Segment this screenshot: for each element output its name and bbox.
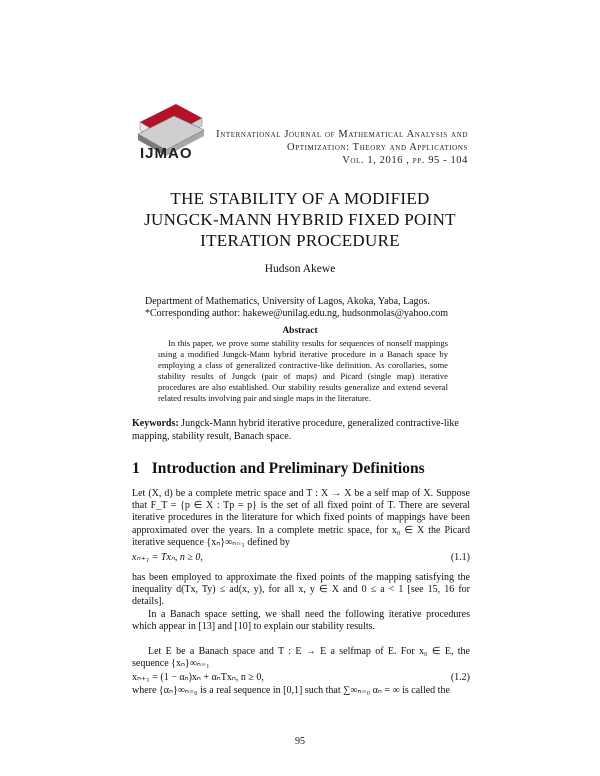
paragraph-2: has been employed to approximate the fixed points of the mapping satisfying the inequality d(Tx, Ty) ≤ ad(x, y), for all x, y ∈ X and 0 ≤ a < 1 [see 15, 16 for details].	[132, 572, 470, 608]
journal-line-1: International Journal of Mathematical Analysis and	[216, 129, 468, 140]
title-line-3: ITERATION PROCEDURE	[200, 231, 400, 250]
journal-logo-text: IJMAO	[140, 145, 193, 162]
keywords-text: Jungck-Mann hybrid iterative procedure, generalized contractive-like mapping, stability result, Banach space.	[132, 418, 459, 442]
affiliation	[145, 296, 485, 320]
paragraph-4: Let E be a Banach space and T : E → E a selfmap of E. For x₀ ∈ E, the sequence {xₙ}∞ₙ₌₁	[132, 646, 470, 670]
paragraph-5: where {αₙ}∞ₙ₌₀ is a real sequence in [0,1] such that ∑∞ₙ₌₀ αₙ = ∞ is called the	[132, 685, 450, 696]
title-line-2: JUNGCK-MANN HYBRID FIXED POINT	[144, 210, 456, 229]
equation-1-2-number: (1.2)	[450, 672, 470, 683]
paragraph-3: In a Banach space setting, we shall need the following iterative procedures which appear in [13] and [10] to explain our stability results.	[132, 609, 470, 633]
corresponding-author: *Corresponding author: hakewe@unilag.edu.ng, hudsonmolas@yahoo.com	[145, 308, 449, 319]
journal-header	[216, 128, 468, 167]
section-heading	[132, 460, 425, 478]
equation-1-1-body: xₙ₊₁ = Txₙ, n ≥ 0,	[132, 552, 203, 563]
affiliation-line-1: Department of Mathematics, University of Lagos, Akoka, Yaba, Lagos.	[145, 296, 430, 307]
paragraph-1: Let (X, d) be a complete metric space and T : X → X be a self map of X. Suppose that F_T = {p ∈ X : Tp = p} is the set of all fixed point of T. There are several iterative procedures in the literature for which fixed points of mappings have been approximated over the years. In a complete metric space, for x₀ ∈ X the Picard iterative sequence {xₙ}∞ₙ₌₁ defined by	[132, 488, 470, 548]
keywords	[132, 418, 470, 443]
section-title: Introduction and Preliminary Definitions	[151, 460, 425, 477]
paper-title	[90, 188, 510, 251]
author-name: Hudson Akewe	[264, 263, 336, 275]
keywords-label: Keywords:	[132, 418, 179, 429]
abstract-body: In this paper, we prove some stability results for sequences of nonself mappings using a modified Jungck-Mann hybrid iterative procedure in a Banach space by employing a class of generalized contractive-like definition. As corollaries, some stability results of Jungck (pair of maps) and Picard (single map) iterative procedures are also established. Our stability results generalize and extend several related results involving pair and single maps in the literature.	[158, 338, 448, 403]
section-number: 1	[132, 460, 140, 477]
journal-line-3: Vol. 1, 2016 , pp. 95 - 104	[342, 155, 468, 166]
equation-1-2-body: xₙ₊₁ = (1 − αₙ)xₙ + αₙTxₙ, n ≥ 0,	[132, 672, 264, 683]
journal-line-2: Optimization: Theory and Applications	[287, 142, 468, 153]
page-number: 95	[295, 736, 305, 747]
title-line-1: THE STABILITY OF A MODIFIED	[170, 189, 430, 208]
equation-1-1-number: (1.1)	[450, 552, 470, 563]
abstract-heading: Abstract	[282, 326, 318, 336]
